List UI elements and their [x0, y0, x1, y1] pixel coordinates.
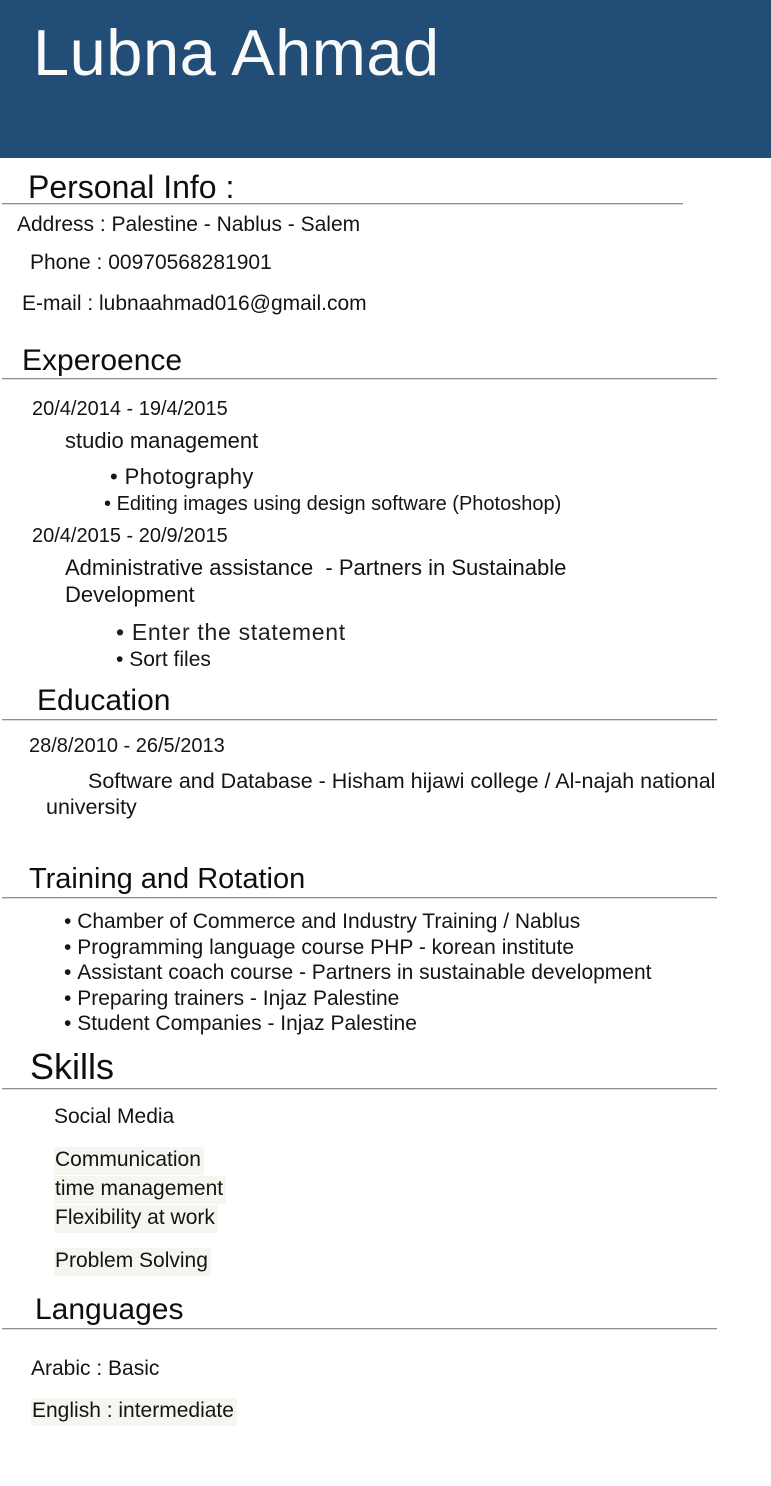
job-title: studio management [65, 428, 259, 453]
job-bullet: • Enter the statement [116, 618, 771, 647]
job-title: Administrative assistance - Partners in Sustainable Development [65, 555, 573, 607]
job-bullet: • Sort files [116, 647, 771, 673]
skill-label: Problem Solving [54, 1248, 211, 1276]
skill-item [54, 1176, 771, 1204]
language-item [31, 1356, 771, 1382]
section-divider [2, 1088, 717, 1090]
section-heading-training: Training and Rotation [29, 863, 306, 895]
skill-item [54, 1248, 771, 1276]
skill-item [54, 1205, 771, 1233]
training-item: • Preparing trainers - Injaz Palestine [64, 986, 771, 1012]
training-list [64, 909, 771, 1037]
skill-label: Communication [54, 1147, 204, 1175]
phone-line: Phone : 00970568281901 [30, 251, 272, 274]
job-bullet: • Editing images using design software (Photoshop) [104, 491, 771, 517]
job-dates: 20/4/2014 - 19/4/2015 [32, 398, 228, 420]
section-heading-experience: Experoence [22, 344, 183, 377]
education-dates: 28/8/2010 - 26/5/2013 [29, 735, 225, 757]
skill-label: time management [54, 1176, 226, 1204]
section-heading-personal-info: Personal Info : [28, 169, 235, 205]
job-bullet: • Photography [110, 463, 771, 491]
language-item [31, 1398, 771, 1426]
section-heading-languages: Languages [35, 1292, 184, 1326]
training-item: • Programming language course PHP - korean institute [64, 935, 771, 961]
section-heading-education: Education [37, 684, 171, 717]
skill-label: Social Media [54, 1104, 175, 1128]
education-degree: Software and Database - Hisham hijawi college / Al-najah national university [46, 769, 716, 819]
language-label: Arabic : Basic [31, 1356, 160, 1380]
email-line: E-mail : lubnaahmad016@gmail.com [22, 292, 367, 315]
training-item: • Student Companies - Injaz Palestine [64, 1011, 771, 1037]
section-divider [2, 1328, 717, 1330]
skill-item [54, 1104, 771, 1130]
language-label: English : intermediate [31, 1398, 237, 1426]
skill-item [54, 1147, 771, 1175]
training-item: • Assistant coach course - Partners in sustainable development [64, 960, 771, 986]
training-item: • Chamber of Commerce and Industry Training / Nablus [64, 909, 771, 935]
header-banner [0, 0, 771, 158]
section-heading-skills: Skills [30, 1045, 115, 1087]
section-divider [2, 378, 717, 380]
job-dates: 20/4/2015 - 20/9/2015 [32, 525, 228, 547]
section-divider [2, 897, 717, 899]
address-line: Address : Palestine - Nablus - Salem [17, 213, 361, 236]
person-name: Lubna Ahmad [33, 16, 440, 89]
section-divider [2, 719, 717, 721]
skill-label: Flexibility at work [54, 1205, 218, 1233]
